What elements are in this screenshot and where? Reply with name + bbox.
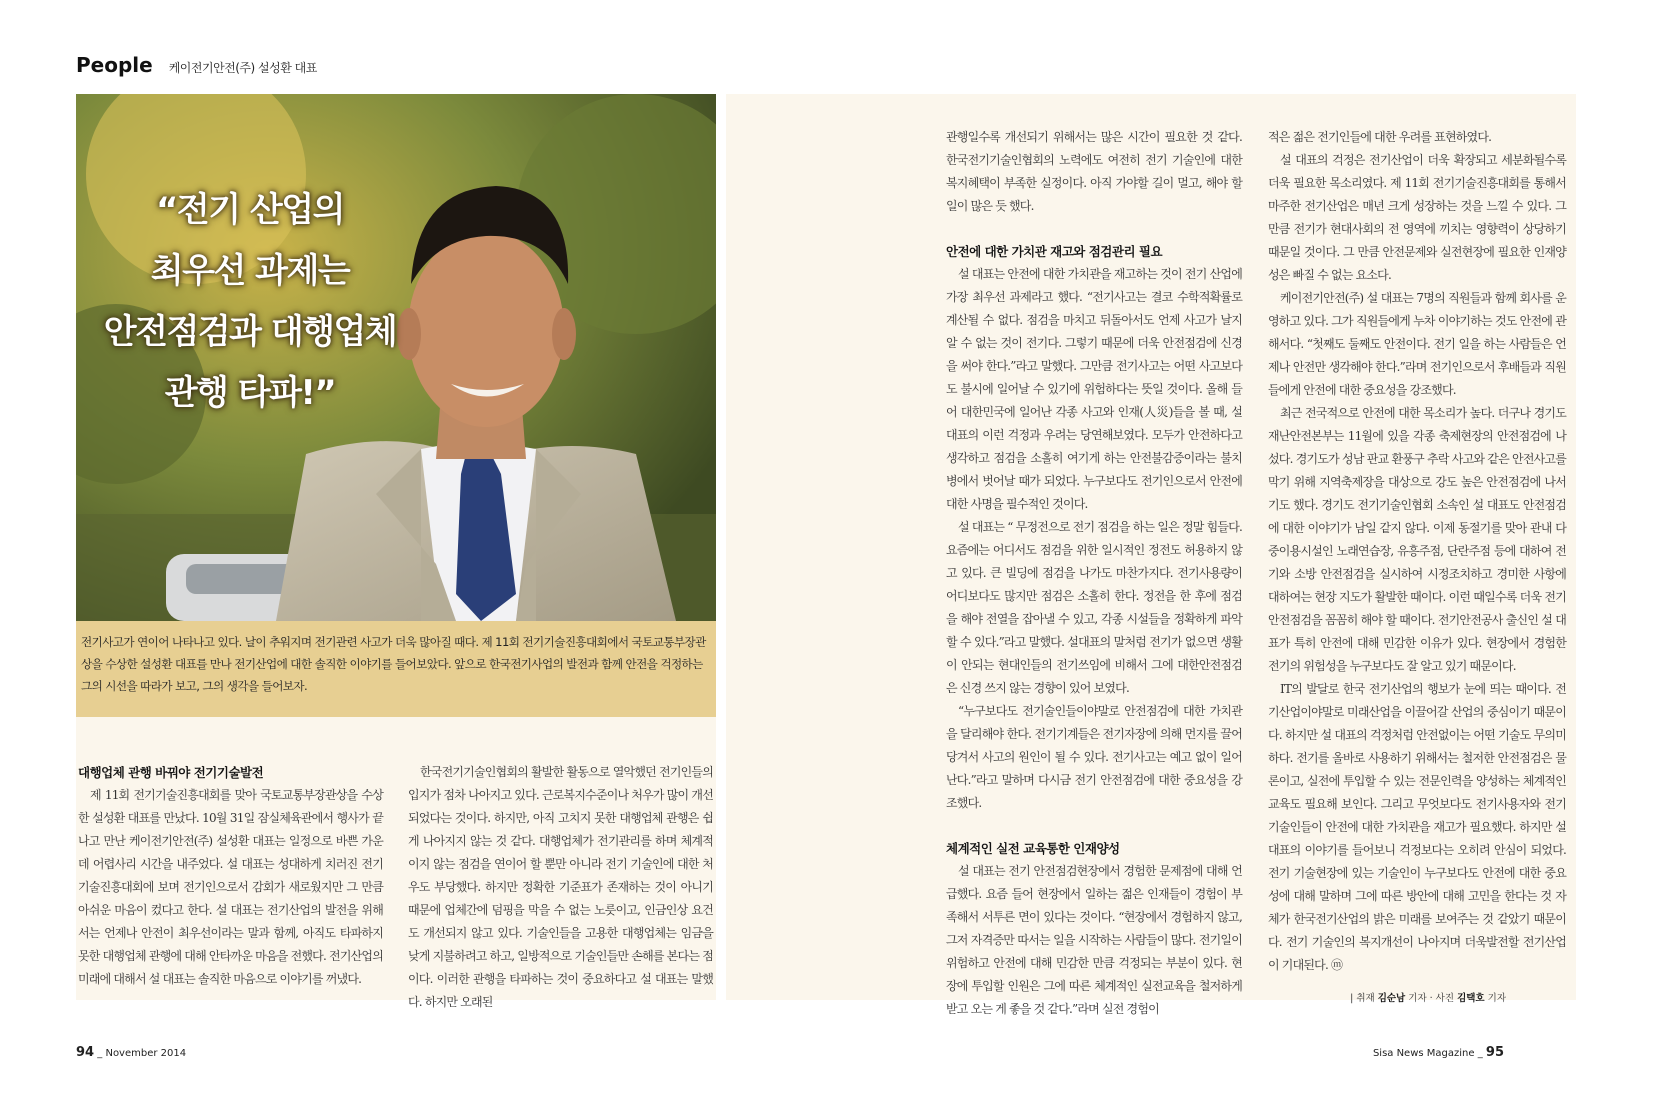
body-paragraph: 설 대표는 “ 무정전으로 전기 점검을 하는 일은 정말 힘들다. 요즘에는 어디서도 점검을 위한 일시적인 정전도 허용하지 않고 있다. 큰 빌딩에 점검을 나가도 마찬가지다. 전기사용량이 어디보다도 많지만 점검은 소홀히 한다. 정전을 한 후에 점검을 해야 전열을 잡아낼 수 있고, 각종 시설들을 정확하게 파악할 수 있다.”라고 말했다. 설대표의 말처럼 전기가 없으면 생활이 안되는 현대인들의 전기쓰임에 비해서 그에 대한안전점검은 신경 쓰지 않는 경향이 있어 보였다. [946, 520, 1242, 695]
quote-line: 관행 타파!” [164, 373, 336, 413]
quote-line: 안전점검과 대행업체 [103, 312, 397, 352]
article-column-1 [78, 761, 383, 991]
credit-photographer: 김택호 [1457, 993, 1485, 1004]
quote-line: “전기 산업의 [156, 190, 344, 230]
page-header [76, 53, 317, 77]
credit-mid: 기자 · 사진 [1408, 993, 1455, 1004]
footer-right-text: Sisa News Magazine _ [1372, 1048, 1483, 1059]
section-label: People [76, 53, 153, 77]
lead-text: 전기사고가 연이어 나타나고 있다. 날이 추워지며 전기관련 사고가 더욱 많아질 때다. 제 11회 전기기술진흥대회에서 국토교통부장관상을 수상한 설성환 대표를 만나 전기산업에 대한 솔직한 이야기를 들어보았다. 앞으로 한국전기사업의 발전과 함께 안전을 걱정하는 그의 시선을 따라가 보고, 그의 생각을 들어보자. [81, 635, 706, 693]
footer-left [76, 1045, 186, 1060]
section-heading: 체계적인 실전 교육통한 인재양성 [946, 841, 1120, 856]
lead-box [76, 621, 716, 717]
footer-left-text: _ November 2014 [97, 1048, 187, 1059]
section-heading: 안전에 대한 가치관 재고와 점검관리 필요 [946, 244, 1163, 259]
quote-line: 최우선 과제는 [150, 251, 350, 291]
byline-credit [1350, 990, 1506, 1004]
body-paragraph: “누구보다도 전기술인들이야말로 안전점검에 대한 가치관을 달리해야 한다. 전기기계들은 전기자장에 의해 먼지를 끌어 당겨서 사고의 원인이 될 수 있다. 전기사고는 예고 없이 일어난다.”라고 말하며 다시금 전기 안전점검에 대한 중요성을 강조했다. [946, 704, 1242, 810]
body-paragraph: 설 대표는 전기 안전점검현장에서 경험한 문제점에 대해 언급했다. 요즘 들어 현장에서 일하는 젊은 인재들이 경험이 부족해서 서투른 면이 있다는 것이다. “현장에서 경험하지 않고, 그저 자격증만 따서는 일을 시작하는 사람들이 많다. 전기일이 위험하고 안전에 대해 민감한 만큼 걱정되는 부분이 있다. 현장에 투입할 인원은 그에 따른 체계적인 실전교육을 철저하게 받고 오는 게 좋을 것 같다.”라며 실전 경험이 [946, 864, 1242, 1016]
page-number-right: 95 [1485, 1045, 1504, 1060]
body-paragraph: IT의 발달로 한국 전기산업의 행보가 눈에 띄는 때이다. 전기산업이야말로 미래산업을 이끌어갈 산업의 중심이기 때문이다. 하지만 설 대표의 걱정처럼 안전없이는 어떤 기술도 무의미하다. 전기를 올바로 사용하기 위해서는 철저한 안전점검은 물론이고, 실전에 투입할 수 있는 전문인력을 양성하는 체계적인 교육도 필요해 보인다. 그리고 무엇보다도 전기사용자와 전기 기술인들이 안전에 대한 가치관을 재고가 필요했다. 하지만 설 대표의 이야기를 들어보니 걱정보다는 오히려 안심이 되었다. 전기 기술현장에 있는 기술인이 누구보다도 안전에 대한 중요성에 대해 말하며 그에 따른 방안에 대해 고민을 한다는 것 자체가 한국전기산업의 밝은 미래를 보여주는 것 같았기 때문이다. 전기 기술인의 복지개선이 나아지며 더욱발전할 전기산업이 기대된다. ⓜ [1268, 682, 1566, 972]
section-heading: 대행업체 관행 바꿔야 전기기술발전 [78, 765, 264, 780]
body-paragraph: 설 대표의 걱정은 전기산업이 더욱 확장되고 세분화될수록 더욱 필요한 목소리였다. 제 11회 전기기술진흥대회를 통해서 마주한 전기산업은 매년 크게 성장하는 것을 느낄 수 있다. 그 만큼 전기가 현대사회의 전 영역에 끼치는 영향력이 상당하기 때문일 것이다. 그 만큼 안전문제와 실전현장에 필요한 인재양성은 빠질 수 없는 요소다. [1268, 153, 1566, 282]
credit-prefix: | 취재 [1350, 993, 1375, 1004]
article-column-3 [946, 126, 1242, 1021]
pull-quote [80, 180, 420, 424]
article-column-4 [1268, 126, 1566, 977]
body-paragraph: 최근 전국적으로 안전에 대한 목소리가 높다. 더구나 경기도 재난안전본부는 11월에 있을 각종 축제현장의 안전점검에 나섰다. 경기도가 성남 판교 환풍구 추락 사고와 같은 안전사고를 막기 위해 지역축제장을 대상으로 강도 높은 안전점검에 나서기도 했다. 경기도 전기기술인협회 소속인 설 대표도 안전점검에 대한 이야기가 남일 같지 않다. 이제 동절기를 맞아 관내 다중이용시설인 노래연습장, 유흥주점, 단란주점 등에 대하여 전기와 소방 안전점검을 실시하여 시정조치하고 경미한 사항에 대하여는 현장 지도가 활발한 때이다. 이런 때일수록 더욱 전기 안전점검을 꼼꼼히 해야 할 때이다. 전기안전공사 출신인 설 대표가 특히 안전에 대해 민감한 이유가 있다. 현장에서 경험한 전기의 위험성을 누구보다도 잘 알고 있기 때문이다. [1268, 406, 1566, 673]
page-number-left: 94 [76, 1045, 95, 1060]
body-paragraph: 케이전기안전(주) 설 대표는 7명의 직원들과 함께 회사를 운영하고 있다. 그가 직원들에게 누차 이야기하는 것도 안전에 관해서다. “첫째도 둘째도 안전이다. 전기 일을 하는 사람들은 언제나 안전만 생각해야 한다.”라며 전기인으로서 후배들과 직원들에게 안전에 대한 중요성을 강조했다. [1268, 291, 1566, 397]
footer-right [1373, 1045, 1504, 1060]
body-paragraph: 관행일수록 개선되기 위해서는 많은 시간이 필요한 것 같다. 한국전기기술인협회의 노력에도 여전히 전기 기술인에 대한 복지혜택이 부족한 실정이다. 아직 가야할 길이 멀고, 해야 할 일이 많은 듯 했다. [946, 130, 1242, 213]
section-subtitle: 케이전기안전(주) 설성환 대표 [168, 61, 317, 75]
body-paragraph: 제 11회 전기기술진흥대회를 맞아 국토교통부장관상을 수상한 설성환 대표를 만났다. 10월 31일 잠실체육관에서 행사가 끝나고 만난 케이전기안전(주) 설성환 대표는 일정으로 바쁜 가운데 어렵사리 시간을 내주었다. 설 대표는 성대하게 치러진 전기기술진흥대회에 보며 전기인으로서 감회가 새로웠지만 그 만큼 아쉬운 마음이 컸다고 한다. 설 대표는 전기산업의 발전을 위해서는 언제나 안전이 최우선이라는 말과 함께, 아직도 타파하지 못한 대행업체 관행에 대해 안타까운 마음을 전했다. 전기산업의 미래에 대해서 설 대표는 솔직한 마음으로 이야기를 꺼냈다. [78, 788, 383, 986]
article-column-2 [408, 761, 713, 1014]
body-paragraph: 설 대표는 안전에 대한 가치관을 재고하는 것이 전기 산업에 가장 최우선 과제라고 했다. “전기사고는 결코 수학적확률로 계산될 수 없다. 점검을 마치고 뒤돌아서도 언제 사고가 날지 알 수 없는 것이 전기다. 그렇기 때문에 더욱 안전점검에 신경을 써야 한다.”라고 말했다. 그만큼 전기사고는 어떤 사고보다도 불시에 일어날 수 있기에 위험하다는 뜻일 것이다. 올해 들어 대한민국에 일어난 각종 사고와 인재(人災)들을 볼 때, 설 대표의 이런 걱정과 우려는 당연해보였다. 모두가 안전하다고 생각하고 점검을 소홀히 여기게 하는 안전불감증이라는 불치병에서 벗어날 때가 되었다. 누구보다도 전기인으로서 안전에 대한 사명을 필수적인 것이다. [946, 267, 1242, 511]
body-paragraph: 한국전기기술인협회의 활발한 활동으로 열악했던 전기인들의 입지가 점차 나아지고 있다. 근로복지수준이나 처우가 많이 개선되었다는 것이다. 하지만, 아직 고치지 못한 대행업체 관행은 쉽게 나아지지 않는 것 같다. 대행업체가 전기관리를 하며 체계적이지 않는 점검을 연이어 할 뿐만 아니라 전기 기술인에 대한 처우도 부당했다. 하지만 정확한 기준표가 존재하는 것이 아니기 때문에 업체간에 덤핑을 막을 수 없는 노릇이고, 인금인상 요건도 개선되지 않고 있다. 기술인들을 고용한 대행업체는 임금을 낮게 지불하려고 하고, 일방적으로 기술인들만 손해를 본다는 점이다. 이러한 관행을 타파하는 것이 중요하다고 설 대표는 말했다. 하지만 오래된 [408, 765, 713, 1009]
credit-suffix: 기자 [1487, 993, 1506, 1004]
body-paragraph: 적은 젊은 전기인들에 대한 우려를 표현하였다. [1268, 130, 1492, 144]
credit-writer: 김순남 [1377, 993, 1406, 1004]
